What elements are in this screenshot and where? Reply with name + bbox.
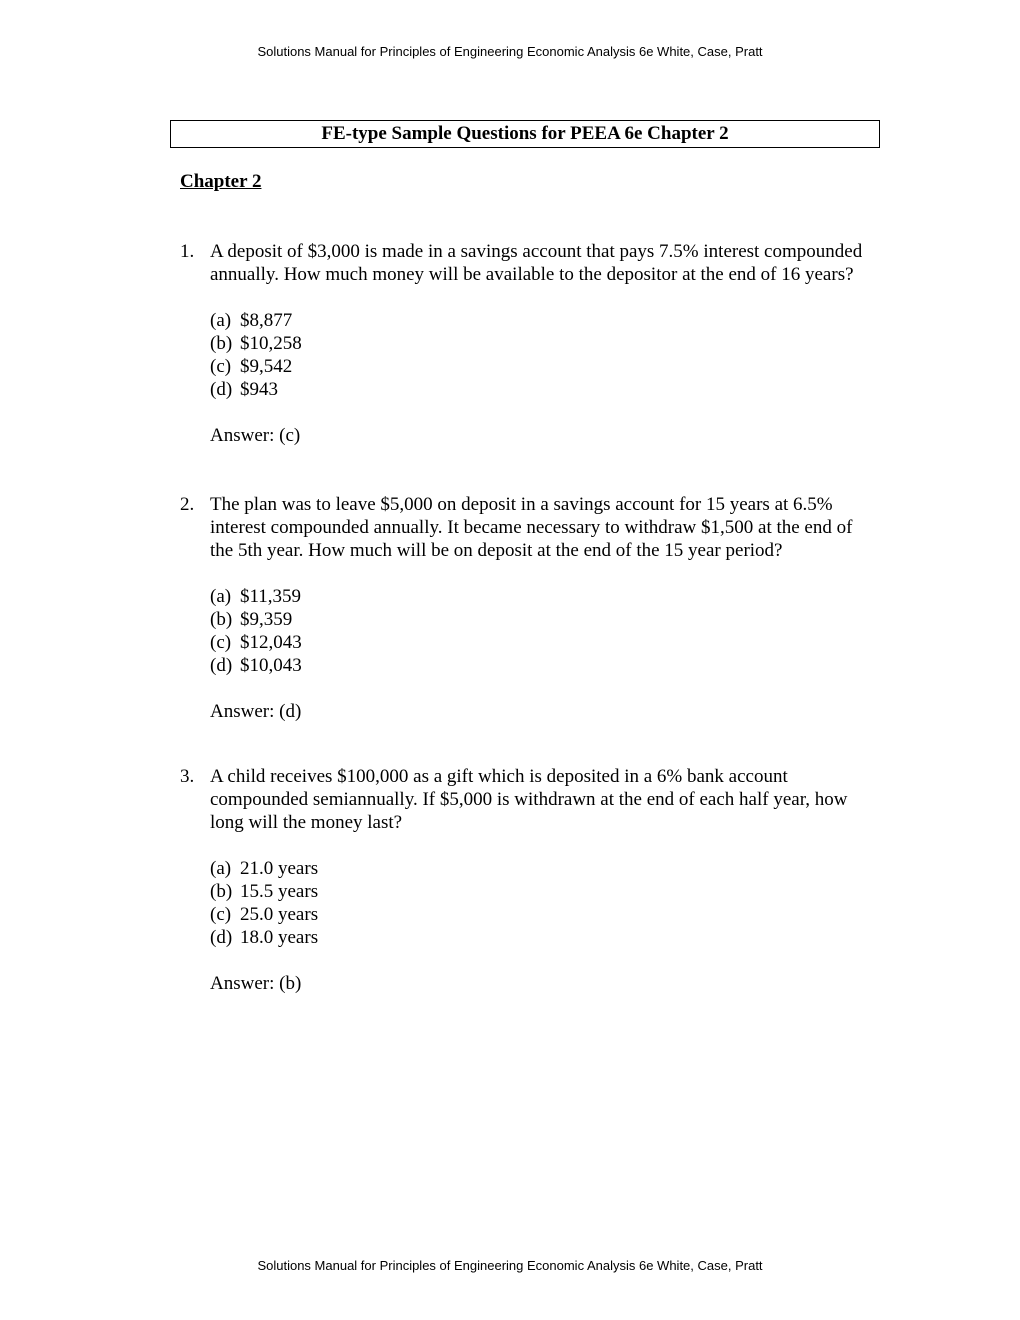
choice-c (210, 903, 880, 926)
choice-value: $10,258 (240, 333, 302, 354)
choice-list (210, 309, 880, 401)
choice-d (210, 654, 880, 677)
choice-letter: (a) (210, 858, 232, 879)
choice-d (210, 926, 880, 949)
choice-letter: (c) (210, 356, 232, 377)
choice-letter: (d) (210, 927, 233, 948)
choice-value: $10,043 (240, 655, 302, 676)
question-number: 1. (180, 241, 195, 262)
question-2 (180, 493, 880, 723)
question-text: A child receives $100,000 as a gift which is deposited in a 6% bank account compounded semiannually. If $5,000 is withdrawn at the end of each half year, how long will the money last? (210, 766, 848, 833)
question-3 (180, 765, 880, 995)
choice-b (210, 332, 880, 355)
choice-letter: (b) (210, 609, 233, 630)
choice-letter: (d) (210, 379, 233, 400)
answer-text: Answer: (d) (210, 701, 302, 722)
chapter-heading: Chapter 2 (180, 171, 262, 192)
choice-b (210, 608, 880, 631)
choice-value: $11,359 (240, 586, 302, 607)
choice-a (210, 585, 880, 608)
question-text: A deposit of $3,000 is made in a savings account that pays 7.5% interest compounded annually. How much money will be available to the depositor at the end of 16 years? (210, 241, 863, 285)
choice-a (210, 309, 880, 332)
choice-value: 25.0 years (240, 904, 319, 925)
choice-c (210, 631, 880, 654)
question-number: 2. (180, 494, 195, 515)
answer-text: Answer: (b) (210, 973, 302, 994)
choice-letter: (c) (210, 904, 232, 925)
running-footer: Solutions Manual for Principles of Engineering Economic Analysis 6e White, Case, Pratt (257, 1258, 763, 1273)
choice-letter: (a) (210, 586, 232, 607)
choice-letter: (a) (210, 310, 232, 331)
choice-d (210, 378, 880, 401)
document-title: FE-type Sample Questions for PEEA 6e Chapter 2 (170, 120, 880, 148)
choice-b (210, 880, 880, 903)
choice-letter: (c) (210, 632, 232, 653)
choice-list (210, 585, 880, 677)
choice-value: $9,542 (240, 356, 293, 377)
choice-list (210, 857, 880, 949)
choice-c (210, 355, 880, 378)
choice-value: 15.5 years (240, 881, 319, 902)
choice-letter: (b) (210, 333, 233, 354)
choice-letter: (d) (210, 655, 233, 676)
choice-value: $12,043 (240, 632, 302, 653)
choice-value: $8,877 (240, 310, 293, 331)
question-text: The plan was to leave $5,000 on deposit in a savings account for 15 years at 6.5% interest compounded annually. It became necessary to withdraw $1,500 at the end of the 5th year. How much will be on deposit at the end of the 15 year period? (210, 494, 853, 561)
running-header: Solutions Manual for Principles of Engineering Economic Analysis 6e White, Case, Pratt (257, 44, 763, 59)
choice-letter: (b) (210, 881, 233, 902)
question-number: 3. (180, 766, 195, 787)
choice-value: 21.0 years (240, 858, 319, 879)
question-1 (180, 240, 880, 447)
choice-value: 18.0 years (240, 927, 319, 948)
choice-a (210, 857, 880, 880)
choice-value: $943 (240, 379, 278, 400)
choice-value: $9,359 (240, 609, 293, 630)
answer-text: Answer: (c) (210, 425, 301, 446)
